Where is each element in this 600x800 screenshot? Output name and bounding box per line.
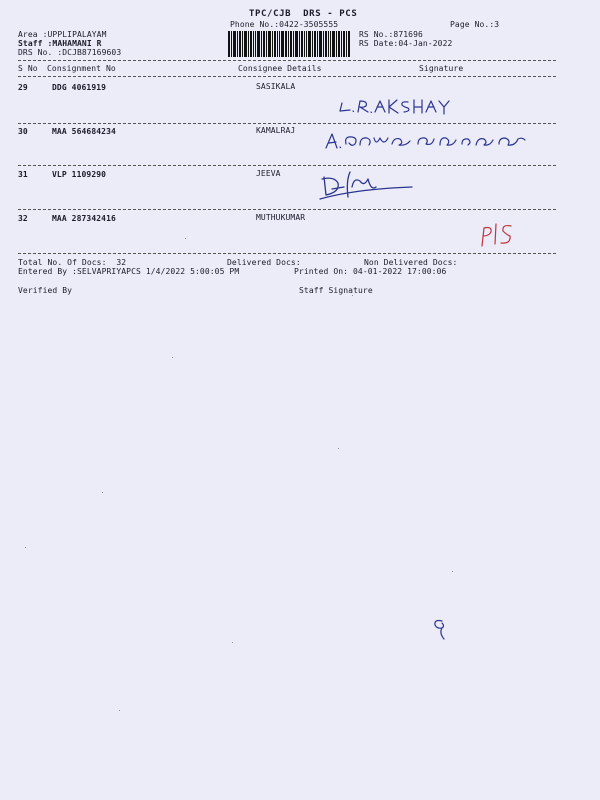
- staff-signature-label: Staff Signature: [299, 286, 373, 295]
- row-divider: [18, 123, 556, 124]
- scan-speck: [338, 448, 339, 449]
- barcode: [228, 31, 350, 57]
- handwritten-page-mark: [430, 617, 450, 643]
- delivered-docs: Delivered Docs:: [227, 258, 301, 267]
- phone-number: Phone No.:0422-3505555: [230, 20, 339, 29]
- handwritten-tamil-signature: [322, 128, 534, 154]
- row-s-no: 30: [18, 127, 28, 136]
- row-consignment-no: DDG 4061919: [52, 83, 107, 92]
- drs-number: DRS No. :DCJB87169603: [18, 48, 122, 57]
- divider: [18, 60, 556, 61]
- divider: [18, 76, 556, 77]
- row-s-no: 31: [18, 170, 28, 179]
- row-consignment-no: MAA 564684234: [52, 127, 116, 136]
- row-consignee: KAMALRAJ: [256, 126, 296, 135]
- col-header-consignee: Consignee Details: [238, 64, 322, 73]
- row-divider: [18, 209, 556, 210]
- scan-speck: [119, 710, 120, 711]
- row-divider: [18, 253, 556, 254]
- row-consignee: JEEVA: [256, 169, 281, 178]
- printed-on: Printed On: 04-01-2022 17:00:06: [294, 267, 447, 276]
- row-consignee: MUTHUKUMAR: [256, 213, 306, 222]
- total-docs: Total No. Of Docs: 32: [18, 258, 127, 267]
- rs-number: RS No.:871696: [359, 30, 423, 39]
- handwritten-name-akshay: [338, 95, 470, 123]
- handwritten-mark-ps: [478, 220, 514, 248]
- entered-by: Entered By :SELVAPRIYAPCS 1/4/2022 5:00:05 PM: [18, 267, 240, 276]
- verified-by-label: Verified By: [18, 286, 73, 295]
- row-divider: [18, 165, 556, 166]
- non-delivered-docs: Non Delivered Docs:: [364, 258, 458, 267]
- staff-label: Staff :MAHAMANI R: [18, 39, 102, 48]
- scan-speck: [452, 571, 453, 572]
- row-s-no: 32: [18, 214, 28, 223]
- scan-speck: [172, 357, 173, 358]
- page-number: Page No.:3: [450, 20, 500, 29]
- rs-date: RS Date:04-Jan-2022: [359, 39, 453, 48]
- area-label: Area :UPPLIPALAYAM: [18, 30, 107, 39]
- scan-speck: [25, 547, 26, 548]
- scan-speck: [102, 492, 103, 493]
- row-consignment-no: MAA 287342416: [52, 214, 116, 223]
- sheet-title: TPC/CJB DRS - PCS: [249, 9, 358, 19]
- row-consignee: SASIKALA: [256, 82, 296, 91]
- col-header-consignment: Consignment No: [47, 64, 116, 73]
- row-consignment-no: VLP 1109290: [52, 170, 107, 179]
- scan-speck: [232, 642, 233, 643]
- row-s-no: 29: [18, 83, 28, 92]
- col-header-s-no: S No: [18, 64, 38, 73]
- col-header-signature: Signature: [419, 64, 464, 73]
- scan-speck: [185, 238, 186, 239]
- scan-speck: [352, 295, 353, 296]
- handwritten-signature-row31: [316, 167, 416, 203]
